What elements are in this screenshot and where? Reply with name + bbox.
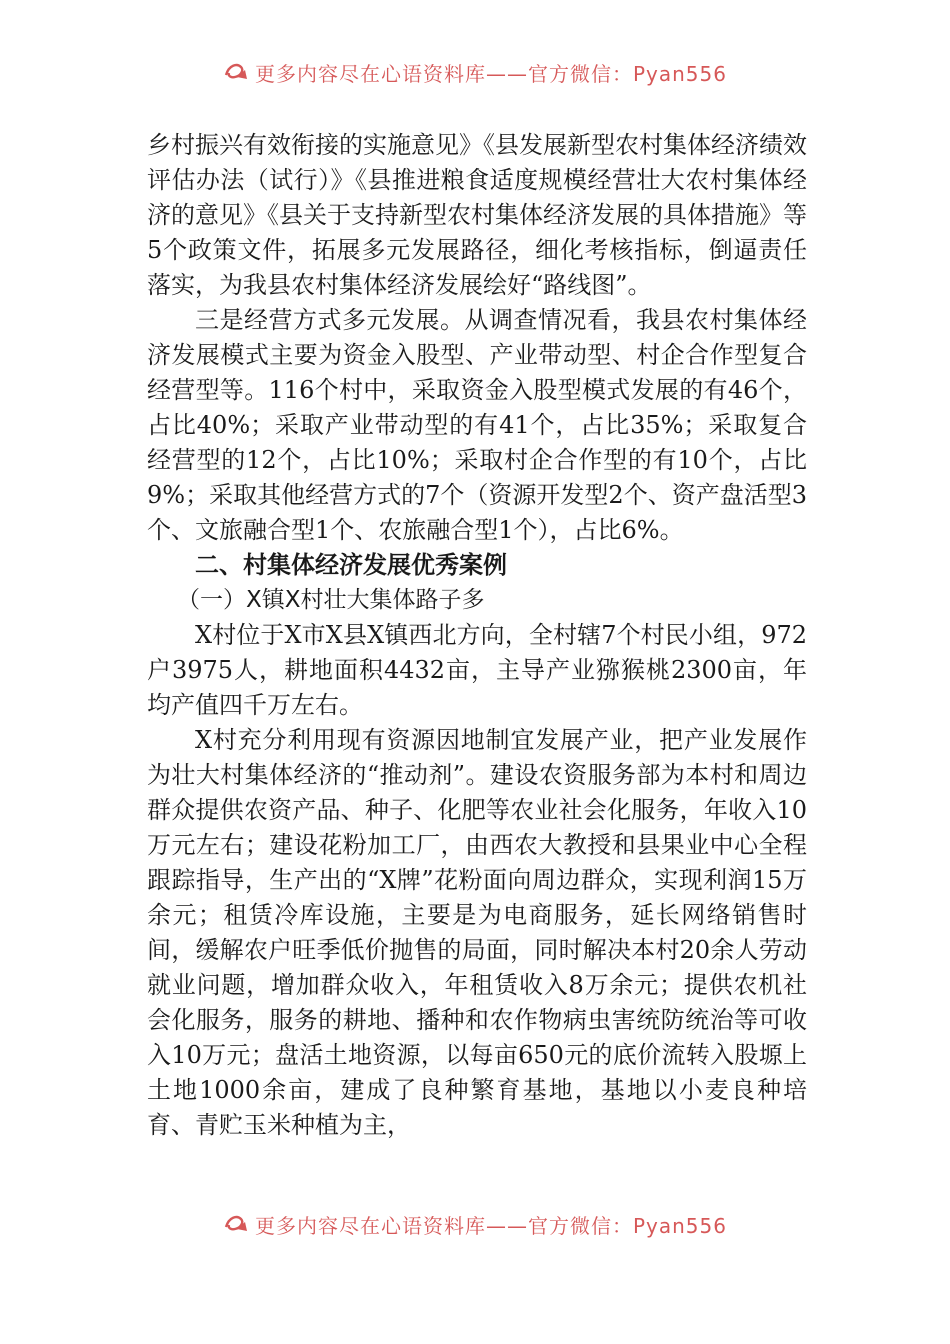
watermark-text: 更多内容尽在心语资料库——官方微信：Pyan556 <box>254 1213 727 1238</box>
paragraph-village-industry: X村充分利用现有资源因地制宜发展产业，把产业发展作为壮大村集体经济的“推动剂”。建设农资服务部为本村和周边群众提供农资产品、种子、化肥等农业社会化服务，年收入10万元左右；建设花粉加工厂，由西农大教授和县果业中心全程跟踪指导，生产出的“X牌”花粉面向周边群众，实现利润15万余元；租赁冷库设施，主要是为电商服务，延长网络销售时间，缓解农户旺季低价抛售的局面，同时解决本村20余人劳动就业问题，增加群众收入，年租赁收入8万余元；提供农机社会化服务，服务的耕地、播种和农作物病虫害统防统治等可收入10万元；盘活土地资源，以每亩650元的底价流转入股塬上土地1000余亩，建成了良种繁育基地，基地以小麦良种培育、青贮玉米种植为主， <box>147 726 807 1139</box>
paragraph-policy-docs: 乡村振兴有效衔接的实施意见》《县发展新型农村集体经济绩效评估办法（试行）》《县推进粮食适度规模经营壮大农村集体经济的意见》《县关于支持新型农村集体经济发展的具体措施》等5个政策文件，拓展多元发展路径，细化考核指标，倒逼责任落实，为我县农村集体经济发展绘好“路线图”。 <box>147 131 807 299</box>
watermark-text: 更多内容尽在心语资料库——官方微信：Pyan556 <box>254 61 727 86</box>
document-body <box>147 128 807 1143</box>
watermark-top <box>0 58 950 86</box>
watermark-bottom <box>0 1210 950 1238</box>
paragraph-village-intro: X村位于X市X县X镇西北方向，全村辖7个村民小组，972户3975人，耕地面积4432亩，主导产业猕猴桃2300亩，年均产值四千万左右。 <box>147 621 807 719</box>
paragraph-operating-modes: 三是经营方式多元发展。从调查情况看，我县农村集体经济发展模式主要为资金入股型、产业带动型、村企合作型复合经营型等。116个村中，采取资金入股型模式发展的有46个，占比40%；采取产业带动型的有41个，占比35%；采取复合经营型的12个，占比10%；采取村企合作型的有10个，占比9%；采取其他经营方式的7个（资源开发型2个、资产盘活型3个、文旅融合型1个、农旅融合型1个），占比6%。 <box>147 306 807 544</box>
subsection-heading: （一）X镇X村壮大集体路子多 <box>177 587 485 613</box>
logo-icon <box>223 61 249 83</box>
logo-icon <box>223 1213 249 1235</box>
section-heading: 二、村集体经济发展优秀案例 <box>195 551 507 579</box>
